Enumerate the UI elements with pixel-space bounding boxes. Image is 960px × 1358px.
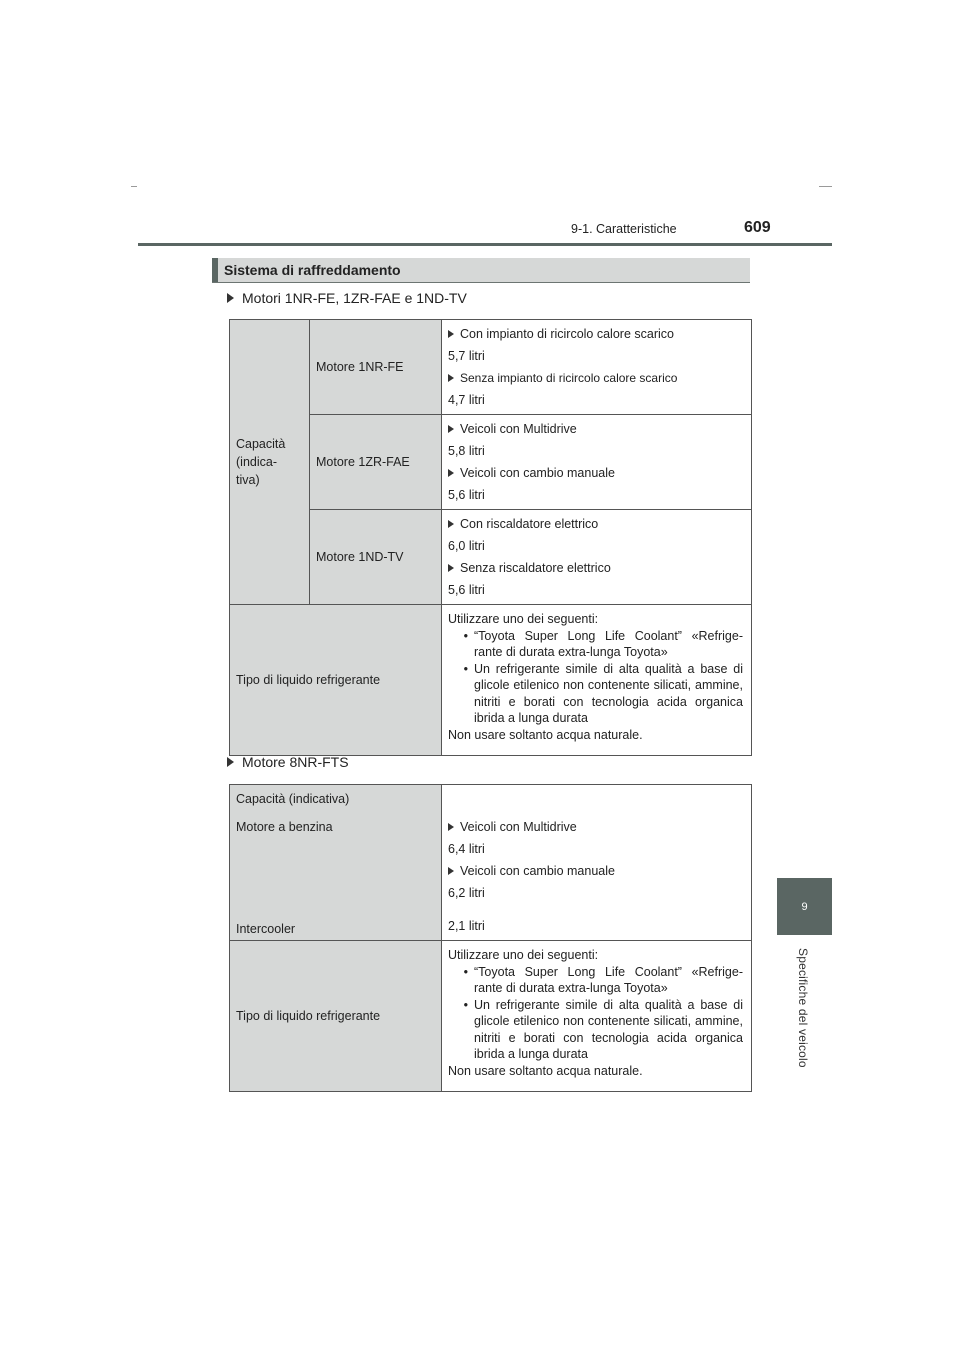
subheading-text: Motore 8NR-FTS	[242, 754, 349, 770]
coolant-option-text: “Toyota Super Long Life Coolant” «Refrige- rante di durata extra-lunga Toyota»	[474, 964, 743, 995]
option-label: Con riscaldatore elettrico	[460, 517, 599, 531]
triangle-bullet-icon	[448, 330, 454, 338]
engine-values-cell	[442, 415, 752, 510]
engine-name-cell	[310, 510, 442, 605]
coolant-type-label: Tipo di liquido refrigerante	[236, 1009, 381, 1023]
capacity-value: 5,7 litri	[448, 349, 485, 363]
coolant-note: Non usare soltanto acqua naturale.	[448, 727, 643, 742]
engine-values-cell	[442, 510, 752, 605]
capacity-value: 5,6 litri	[448, 583, 485, 597]
coolant-option-text: Un refrigerante simile di alta qualità a base di glicole etilenico non contenente silicati, ammine, nitriti e borati con tecnologia acida organica ibrida a lunga durata	[474, 997, 743, 1061]
option-label: Con impianto di ricircolo calore scarico	[460, 327, 674, 341]
engine-name-cell	[310, 415, 442, 510]
engine-name: Motore 1ZR-FAE	[316, 455, 410, 469]
chapter-title: Specifiche del veicolo	[796, 948, 810, 1068]
triangle-bullet-icon	[448, 425, 454, 433]
coolant-option	[448, 628, 743, 661]
coolant-type-label-cell	[230, 941, 442, 1092]
coolant-type-cell	[442, 605, 752, 756]
capacity-label-cell	[230, 320, 310, 605]
section-title: Sistema di raffreddamento	[224, 262, 401, 278]
capacity-label: Capacità (indicativa)	[236, 792, 350, 806]
coolant-table-2	[229, 784, 752, 1092]
bullet-dot: •	[463, 997, 468, 1012]
page-number: 609	[744, 219, 771, 236]
section-bar-accent	[212, 258, 218, 282]
capacity-values-cell	[442, 785, 752, 941]
subheading-1nr-1zr-1nd	[227, 290, 467, 306]
option-label: Veicoli con Multidrive	[460, 422, 577, 436]
capacity-label: Capacità (indica- tiva)	[236, 437, 286, 487]
intercooler-label: Intercooler	[236, 922, 296, 936]
triangle-bullet-icon	[448, 374, 454, 382]
subheading-text: Motori 1NR-FE, 1ZR-FAE e 1ND-TV	[242, 290, 467, 306]
petrol-engine-label: Motore a benzina	[236, 820, 333, 834]
coolant-option	[448, 661, 743, 727]
option-label: Senza impianto di ricircolo calore scarico	[460, 371, 678, 385]
triangle-bullet-icon	[448, 520, 454, 528]
triangle-bullet-icon	[227, 757, 234, 767]
triangle-bullet-icon	[448, 469, 454, 477]
option-label: Veicoli con cambio manuale	[460, 864, 615, 878]
engine-values-cell	[442, 320, 752, 415]
coolant-intro: Utilizzare uno dei seguenti:	[448, 612, 599, 626]
capacity-value: 6,0 litri	[448, 539, 485, 553]
subheading-8nr-fts	[227, 754, 349, 770]
capacity-value: 6,4 litri	[448, 842, 485, 856]
coolant-note: Non usare soltanto acqua naturale.	[448, 1063, 643, 1078]
option-label: Senza riscaldatore elettrico	[460, 561, 611, 575]
engine-name-cell	[310, 320, 442, 415]
coolant-option	[448, 964, 743, 997]
intercooler-value: 2,1 litri	[448, 919, 485, 933]
capacity-value: 6,2 litri	[448, 886, 485, 900]
triangle-bullet-icon	[448, 823, 454, 831]
capacity-value: 5,8 litri	[448, 444, 485, 458]
coolant-type-cell	[442, 941, 752, 1092]
engine-name: Motore 1NR-FE	[316, 360, 404, 374]
chapter-number: 9	[801, 900, 808, 913]
coolant-type-label-cell	[230, 605, 442, 756]
option-label: Veicoli con cambio manuale	[460, 466, 615, 480]
capacity-label-cell	[230, 785, 442, 941]
capacity-value: 4,7 litri	[448, 393, 485, 407]
header-rule	[138, 243, 832, 246]
chapter-tab	[777, 878, 832, 935]
section-title-bar	[212, 258, 750, 283]
coolant-option	[448, 997, 743, 1063]
triangle-bullet-icon	[227, 293, 234, 303]
coolant-table-1	[229, 319, 752, 756]
option-label: Veicoli con Multidrive	[460, 820, 577, 834]
coolant-option-text: “Toyota Super Long Life Coolant” «Refrige- rante di durata extra-lunga Toyota»	[474, 628, 743, 659]
capacity-value: 5,6 litri	[448, 488, 485, 502]
coolant-type-label: Tipo di liquido refrigerante	[236, 673, 381, 687]
bullet-dot: •	[463, 661, 468, 676]
triangle-bullet-icon	[448, 867, 454, 875]
crop-mark-left	[131, 186, 137, 187]
bullet-dot: •	[463, 964, 468, 979]
coolant-option-text: Un refrigerante simile di alta qualità a base di glicole etilenico non contenente silicati, ammine, nitriti e borati con tecnologia acida organica ibrida a lunga durata	[474, 661, 743, 725]
triangle-bullet-icon	[448, 564, 454, 572]
running-header-section: 9-1. Caratteristiche	[571, 222, 677, 236]
coolant-intro: Utilizzare uno dei seguenti:	[448, 948, 599, 962]
engine-name: Motore 1ND-TV	[316, 550, 404, 564]
crop-mark-right	[819, 186, 832, 187]
bullet-dot: •	[463, 628, 468, 643]
